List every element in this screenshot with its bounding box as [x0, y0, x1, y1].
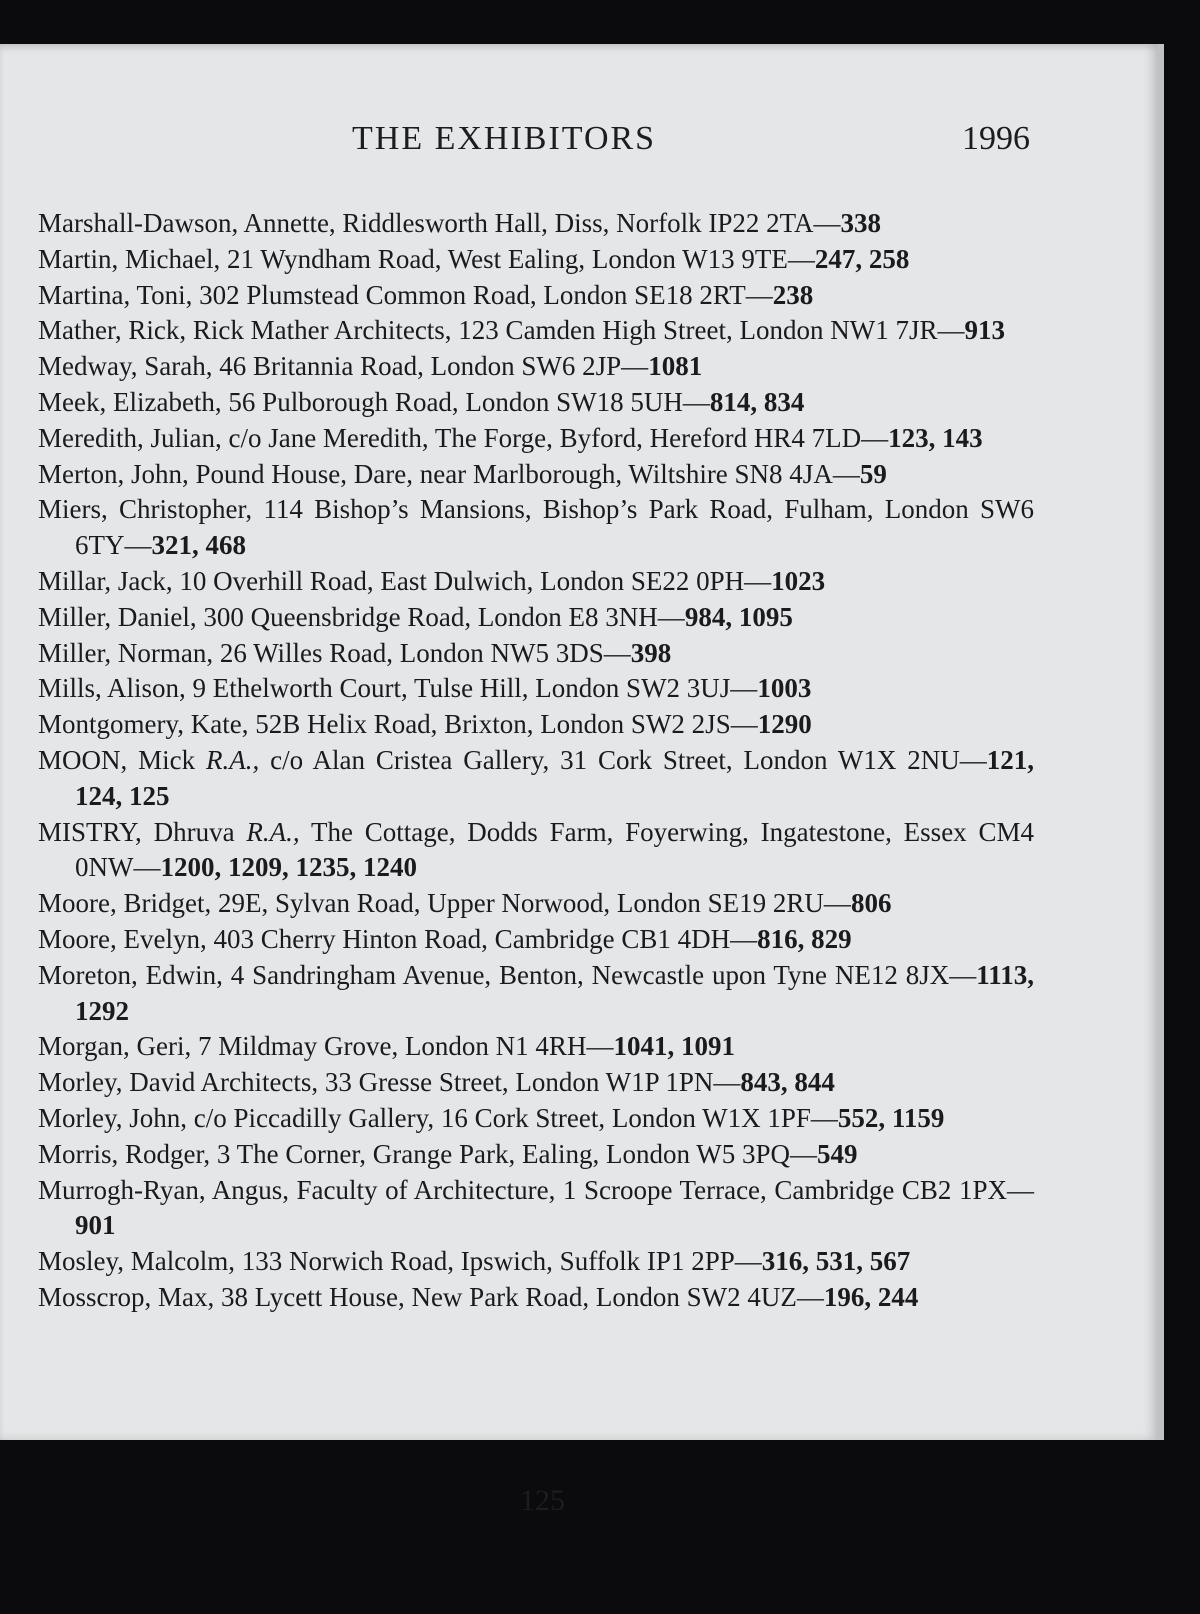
catalogue-numbers: 123, 143 [888, 422, 983, 453]
catalogue-numbers: 913 [964, 315, 1006, 346]
exhibitor-entry: Mosscrop, Max, 38 Lycett House, New Park Road, London SW2 4UZ—196, 244 [38, 1281, 919, 1312]
catalogue-numbers: 247, 258 [814, 243, 910, 274]
catalogue-numbers: 552, 1159 [837, 1102, 945, 1133]
catalogue-numbers: 1290 [757, 709, 812, 740]
exhibitor-entry: Moore, Evelyn, 403 Cherry Hinton Road, Cambridge CB1 4DH—816, 829 [38, 923, 852, 954]
catalogue-numbers: 1023 [771, 565, 826, 596]
catalogue-numbers: 121, 124, 125 [75, 744, 1034, 811]
catalogue-numbers: 1200, 1209, 1235, 1240 [160, 852, 417, 883]
exhibitor-entry-ra: MISTRY, Dhruva R.A., The Cottage, Dodds Farm, Foyerwing, Ingatestone, Essex CM4 0NW—1200, 1209, 1235, 1240 [38, 816, 1034, 883]
exhibitor-entry: Miller, Norman, 26 Willes Road, London NW5 3DS—398 [38, 637, 672, 668]
exhibitor-entry: Marshall-Dawson, Annette, Riddlesworth Hall, Diss, Norfolk IP22 2TA—338 [38, 208, 881, 238]
ra-designation: R.A., [206, 744, 260, 775]
exhibitor-entry: Meek, Elizabeth, 56 Pulborough Road, London SW18 5UH—814, 834 [38, 386, 805, 417]
exhibitor-entry: Medway, Sarah, 46 Britannia Road, London SW6 2JP—1081 [38, 351, 703, 382]
exhibitor-entry-ra: MOON, Mick R.A., c/o Alan Cristea Gallery, 31 Cork Street, London W1X 2NU—121, 124, 125 [38, 744, 1034, 811]
catalogue-numbers: 196, 244 [823, 1281, 919, 1312]
catalogue-numbers: 321, 468 [151, 530, 246, 561]
page-edge [1158, 44, 1164, 1440]
catalogue-numbers: 901 [75, 1210, 116, 1241]
catalogue-numbers: 238 [772, 279, 814, 310]
catalogue-numbers: 984, 1095 [684, 601, 793, 632]
exhibitor-entry: Moreton, Edwin, 4 Sandringham Avenue, Benton, Newcastle upon Tyne NE12 8JX—1113, 1292 [38, 959, 1034, 1026]
page-number: 125 [520, 1484, 565, 1517]
running-header-title: THE EXHIBITORS [352, 120, 657, 157]
exhibitor-entry: Morgan, Geri, 7 Mildmay Grove, London N1 4RH—1041, 1091 [38, 1031, 735, 1062]
catalogue-numbers: 398 [630, 637, 672, 668]
exhibitor-entry: Meredith, Julian, c/o Jane Meredith, The Forge, Byford, Hereford HR4 7LD—123, 143 [38, 422, 983, 453]
catalogue-numbers: 806 [850, 888, 892, 919]
running-header-year: 1996 [962, 120, 1030, 157]
catalogue-numbers: 1003 [757, 673, 812, 704]
catalogue-numbers: 1041, 1091 [613, 1031, 735, 1062]
exhibitor-list [38, 206, 1034, 1316]
exhibitor-entry: Murrogh-Ryan, Angus, Faculty of Architecture, 1 Scroope Terrace, Cambridge CB2 1PX—901 [38, 1174, 1034, 1241]
exhibitor-entry: Montgomery, Kate, 52B Helix Road, Brixton, London SW2 2JS—1290 [38, 709, 812, 740]
catalogue-numbers: 316, 531, 567 [761, 1246, 911, 1277]
catalogue-numbers: 59 [859, 458, 887, 489]
exhibitor-entry: Martin, Michael, 21 Wyndham Road, West Ealing, London W13 9TE—247, 258 [38, 243, 910, 274]
catalogue-numbers: 814, 834 [709, 386, 805, 417]
catalogue-numbers: 816, 829 [757, 923, 852, 954]
exhibitor-entry: Mills, Alison, 9 Ethelworth Court, Tulse Hill, London SW2 3UJ—1003 [38, 673, 812, 704]
exhibitor-entry: Morley, John, c/o Piccadilly Gallery, 16 Cork Street, London W1X 1PF—552, 1159 [38, 1102, 945, 1133]
catalogue-numbers: 338 [840, 208, 881, 238]
catalogue-numbers: 843, 844 [740, 1067, 835, 1098]
exhibitor-entry: Moore, Bridget, 29E, Sylvan Road, Upper Norwood, London SE19 2RU—806 [38, 888, 892, 919]
exhibitor-entry: Miller, Daniel, 300 Queensbridge Road, London E8 3NH—984, 1095 [38, 601, 793, 632]
exhibitor-entry: Mather, Rick, Rick Mather Architects, 123 Camden High Street, London NW1 7JR—913 [38, 315, 1006, 346]
exhibitor-entry: Miers, Christopher, 114 Bishop’s Mansions, Bishop’s Park Road, Fulham, London SW6 6TY—321, 468 [38, 494, 1034, 561]
exhibitor-entry: Merton, John, Pound House, Dare, near Marlborough, Wiltshire SN8 4JA—59 [38, 458, 887, 489]
exhibitor-entry: Morley, David Architects, 33 Gresse Street, London W1P 1PN—843, 844 [38, 1067, 835, 1098]
catalogue-numbers: 549 [816, 1138, 858, 1169]
exhibitor-entry: Morris, Rodger, 3 The Corner, Grange Park, Ealing, London W5 3PQ—549 [38, 1138, 858, 1169]
exhibitor-entry: Martina, Toni, 302 Plumstead Common Road, London SE18 2RT—238 [38, 279, 814, 310]
exhibitor-entry: Millar, Jack, 10 Overhill Road, East Dulwich, London SE22 0PH—1023 [38, 565, 826, 596]
ra-designation: R.A., [246, 816, 300, 847]
catalogue-numbers: 1081 [648, 351, 703, 382]
exhibitor-entry: Mosley, Malcolm, 133 Norwich Road, Ipswich, Suffolk IP1 2PP—316, 531, 567 [38, 1246, 911, 1277]
catalogue-numbers: 1113, 1292 [75, 959, 1034, 1026]
